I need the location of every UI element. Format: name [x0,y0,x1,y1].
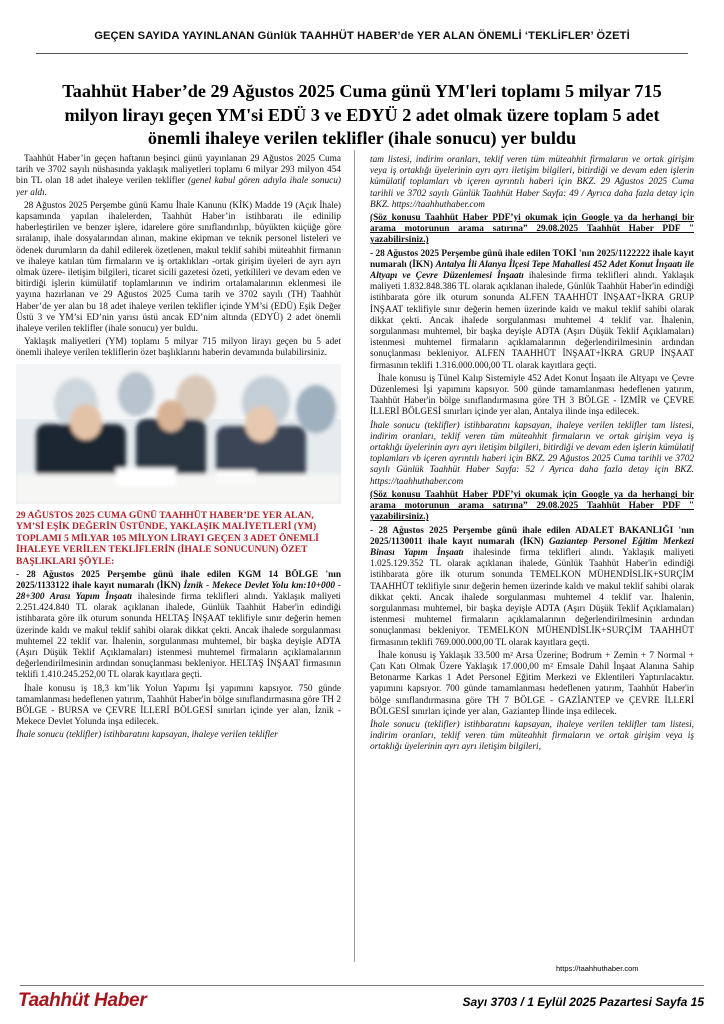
tender-item-2 [370,249,694,372]
tender-3-text: ihalesinde firma teklifleri alındı. Yaklaşık maliyeti 1.025.129.352 TL olarak açıklanan ihalede, Günlük Taahhüt Haber'in edindiği istihbarata göre ilk oturum sonunda TEMELKON MÜHENDİSLİK+SURÇİM TAAHHÜT teklifiyle sınır değerin hemen üzerinde kaldı ve makul teklif sahibi olarak dikkat çekti. Ancak ihalede sorgulanması muhtemel 4 teklif var. İhalenin, sorgulanması muhtemel, bir başka deyişle ADTA (Aşırı Düşük Teklif Açıklamaları) istenmesi muhtemel firmaların açıklamalarının değerlendirilmesinin ardından sonuçlanması bekleniyor. TEMELKON MÜHENDİSLİK+SURÇİM TAAHHÜT firmasının teklifi 769.000.000,00 TL olarak kayıtlara geçti. [370,547,694,648]
tender-item-1 [16,570,341,682]
pdf-notice-2: (Söz konusu Taahhüt Haber PDF’yi okumak için Google ya da herhangi bir arama motorunun arama satırına” 29.08.2025 Taahhüt Haber PDF " yazabilirsiniz.) [370,489,694,523]
right-column [370,155,694,965]
footer-divider [20,985,704,986]
meeting-photo [16,364,341,504]
issue-info: Sayı 3703 / 1 Eylül 2025 Pazartesi Sayfa 15 [462,995,704,1009]
tender-3-heading: - 28 Ağustos 2025 Perşembe günü ihale edilen ADALET BAKANLIĞI 'nın 2025/1130011 ihale kayıt numaralı (İKN) [370,525,694,547]
left-column [16,154,341,964]
tender-1-heading: - 28 Ağustos 2025 Perşembe günü ihale edilen KGM 14 BÖLGE 'nın 2025/1133122 ihale kayıt numaralı (İKN) [16,569,341,591]
tender-1-text: ihalesinde firma teklifleri alındı. Yaklaşık maliyeti 2.251.424.840 TL olarak açıklanan ihalede, Günlük Taahhüt Haber'in edindiği istihbarata göre ilk oturum sonunda HELTAŞ İNŞAAT teklifiyle sınır değerin hemen üzerinde kaldı ve makul teklif sahibi olarak dikkat çekti. Ancak ihalede sorgulanması muhtemel 22 teklif var. İhalenin, sorgulanması muhtemel, bir başka deyişle ADTA (Aşırı Düşük Teklif Açıklamaları) istenmesi muhtemel firmaların açıklamalarının değerlendirilmesinin ardından sonuçlanması bekleniyor. HELTAŞ İNŞAAT firmasının teklifi 1.410.245.252,00 TL olarak kayıtlara geçti. [16,592,341,681]
tender-3-description: İhale konusu iş Yaklaşık 33.500 m² Arsa Üzerine; Bodrum + Zemin + 7 Normal + Çatı Katı Olmak Üzere Yaklaşık 17.000,00 m² Emsale Dahil İnşaat Alanına Sahip Betonarme Karkas 1 Adet Personel Eğitim Merkezi ve Eklentileri Yaptırılacaktır. yapımını kapsıyor. 700 günde tamamlanması hedeflenen yatırım, Taahhüt Haber'in bölge sınıflandırmasına göre TH 7 BÖLGE - GAZİANTEP ve ÇEVRE İLLERİ BÖLGESİ sınırları içinde yer alan, Gaziantep İlinde inşa edilecek. [370,650,694,717]
tender-2-italic-note: İhale sonucu (teklifler) istihbaratını kapsayan, ihaleye verilen teklifler tam listesi, indirim oranları, teklif veren tüm müteahhit firmaların ve ortak girişim veya iş ortaklığı üyelerinin ayrı ayrı iletişim bilgileri, bitirdiği ve devam eden işlerin kümülatif toplamları vb içeren ayrıntılı haberi için BKZ. 29 Ağustos 2025 Cuma tarihli ve 3702 sayılı Günlük Taahhüt Haber Sayfa: 52 / Ayrıca daha fazla detay için BKZ. https://taahhuthaber.com [370,420,694,487]
tender-3-title: Gaziantep Personel Eğitim Merkezi Binası Yapım İnşaatı [370,536,694,558]
tender-1-italic-note: İhale sonucu (teklifler) istihbaratını kapsayan, ihaleye verilen teklifler [16,730,278,741]
tender-2-heading: - 28 Ağustos 2025 Perşembe günü ihale edilen TOKİ 'nın 2025/1122222 ihale kayıt numaralı (İKN) [370,248,694,270]
tender-2-text: ihalesinde firma teklifleri alındı. Yaklaşık maliyeti 1.832.848.386 TL olarak açıklanan ihalede, Günlük Taahhüt Haber'in edindiği istihbarata göre ilk oturum sonunda ALFEN TAAHHÜT İNŞAAT+İKRA GRUP İNŞAAT teklifiyle sınır değerin hemen üzerinde kaldı ve makul teklif sahibi olarak dikkat çekti. Ancak ihalede sorgulanması muhtemel 4 teklif var. İhalenin, sorgulanması muhtemel, bir başka deyişle ADTA (Aşırı Düşük Teklif Açıklamaları) istenmesi muhtemel firmaların açıklamalarının değerlendirilmesinin ardından sonuçlanması bekleniyor. ALFEN TAAHHÜT İNŞAAT+İKRA GRUP İNŞAAT firmasının teklifi 1.316.000.000,00 TL olarak kayıtlara geçti. [370,271,694,371]
intro-text: Taahhüt Haber’in geçen haftanın beşinci günü yayınlanan 29 Ağustos 2025 Cuma tarih ve 3702 sayılı nüshasında yaklaşık maliyetleri toplamı 6 milyar 293 milyon 454 bin TL olan 18 adet ihaleye verilen teklifler [16,154,341,187]
tender-item-3 [370,526,694,649]
pdf-notice-1: (Söz konusu Taahhüt Haber PDF’yi okumak için Google ya da herhangi bir arama motorunun arama satırına” 29.08.2025 Taahhüt Haber PDF " yazabilirsiniz.) [370,213,694,246]
tender-1-description: İhale konusu iş 18,3 km’lik Yolun Yapımı İşi yapımını kapsıyor. 750 günde tamamlanması hedeflenen yatırım, Taahhüt Haber'in bölge sınıflandırmasına göre TH 2 BÖLGE - BURSA ve ÇEVRE İLLERİ BÖLGESİ sınırları içinde yer alan, İznik - Mekece Devlet Yolunda inşa edilecek. [16,683,341,728]
publication-logo: Taahhüt Haber [18,990,147,1011]
method-paragraph: 28 Ağustos 2025 Perşembe günü Kamu İhale Kanunu (KİK) Madde 19 (Açık İhale) kapsamında yapılan ihalelerden, Taahhüt Haber’in istihbaratı ile edinilip haberleştirilen ve benzer işlere, idarelere göre sınıflandırılıp, büyükten küçüğe göre sıralanıp, ihale dosyalarından alınan, makine ekipman ve teknik personel listeleri ve ödenek durumların da dahil edilerek özetlenen, makul teklif sahibi müteahhit firmanın ve ihaleye katılan tüm firmaların ve iş ortaklıkları -ortak girişim üyeleri de ayrı ayrı olmak üzere- iletişim bilgileri, ticaret sicili gazetesi özeti, yetkilileri ve devam eden ve bitirdiği işlerin kümülatif toplamlarının ve indirim ortalamalarının eklenmesi ile yayına hazırlanan ve 29 Ağustos 2025 Cuma tarih ve 3702 sayılı (TH) Taahhüt Haber’de yer alan bu 18 adet ihaleye verilen teklifler içinde YM’si (EDÜ) Eşik Değer Üstü 3 ve YM’si ED’nin yarısı üstü ancak ED’nim altında (EDYÜ) 2 adet önemli ihaleye verilen teklifler (ihale sonucu) yer buldu. [16,200,341,335]
page-headline: Taahhüt Haber’de 29 Ağustos 2025 Cuma günü YM'leri toplamı 5 milyar 715 milyon lirayı geçen YM'si EDÜ 3 ve EDYÜ 2 adet olmak üzere toplam 5 adet önemli ihaleye verilen teklifler (ihale sonucu) yer buldu [62,81,662,148]
meeting-photo-illustration [16,364,341,504]
intro-italic: (genel kabul gören adıyla ihale sonucu) yer aldı. [16,176,341,198]
tender-1-italic-continued: tam listesi, indirim oranları, teklif veren tüm müteahhit firmaların ve ortak girişim veya iş ortaklığı üyelerinin ayrı ayrı iletişim bilgileri, bitirdiği ve devam eden işlerin kümülatif toplamları vb içeren ayrıntılı haberi için BKZ. 29 Ağustos 2025 Cuma tarihli ve 3702 sayılı Günlük Taahhüt Haber Sayfa: 49 / Ayrıca daha fazla detay için BKZ. https://taahhuthaber.com [370,155,694,210]
summary-paragraph: Yaklaşık maliyetleri (YM) toplamı 5 milyar 715 milyon lirayı geçen bu 5 adet önemli ihaleye verilen tekliflerin özet başlıklarını haberin devamında bulabilirsiniz. [16,337,341,359]
page-topline: GEÇEN SAYIDA YAYINLANAN Günlük TAAHHÜT HABER’de YER ALAN ÖNEMLİ ‘TEKLİFLER’ ÖZETİ [94,30,630,42]
topline-divider [36,53,688,54]
intro-paragraph [16,154,341,199]
website-link[interactable]: https://taahhuthaber.com [556,964,639,973]
section-red-title: 29 AĞUSTOS 2025 CUMA GÜNÜ TAAHHÜT HABER’DE YER ALAN, YM’Sİ EŞİK DEĞERİN ÜSTÜNDE, YAKLAŞIK MALİYETLERİ (YM) TOPLAMI 5 MİLYAR 105 MİLYON LİRAYI GEÇEN 3 ADET ÖNEMLİ İHALEYE VERİLEN TEKLİFLERİN (İHALE SONUCUNUN) ÖZET BAŞLIKLARI ŞÖYLE: [16,509,319,568]
tender-3-italic-note: İhale sonucu (teklifler) istihbaratını kapsayan, ihaleye verilen teklifler tam listesi, indirim oranları, teklif veren tüm müteahhit firmaların ve ortak girişim veya iş ortaklığı üyelerinin ayrı ayrı iletişim bilgileri, [370,719,694,753]
tender-2-description: İhale konusu iş Tünel Kalıp Sistemiyle 452 Adet Konut İnşaatı ile Altyapı ve Çevre Düzenlemesi İşi yapımını kapsıyor. 500 günde tamamlanması hedeflenen yatırım, Taahhüt Haber'in bölge sınıflandırmasına göre TH 3 BÖLGE - İZMİR ve ÇEVRE İLLERİ BÖLGESİ sınırları içinde yer alan, Antalya ilinde inşa edilecek. [370,373,694,418]
column-divider [354,150,355,962]
tender-2-title: Antalya İli Alanya İlçesi Tepe Mahallesi 452 Adet Konut İnşaatı ile Altyapı ve Çevre Düzenlemesi İnşaatı [370,259,694,282]
tender-1-title: İznik - Mekece Devlet Yolu km:10+000 - 28+300 Arası Yapım İnşaatı [16,580,341,603]
